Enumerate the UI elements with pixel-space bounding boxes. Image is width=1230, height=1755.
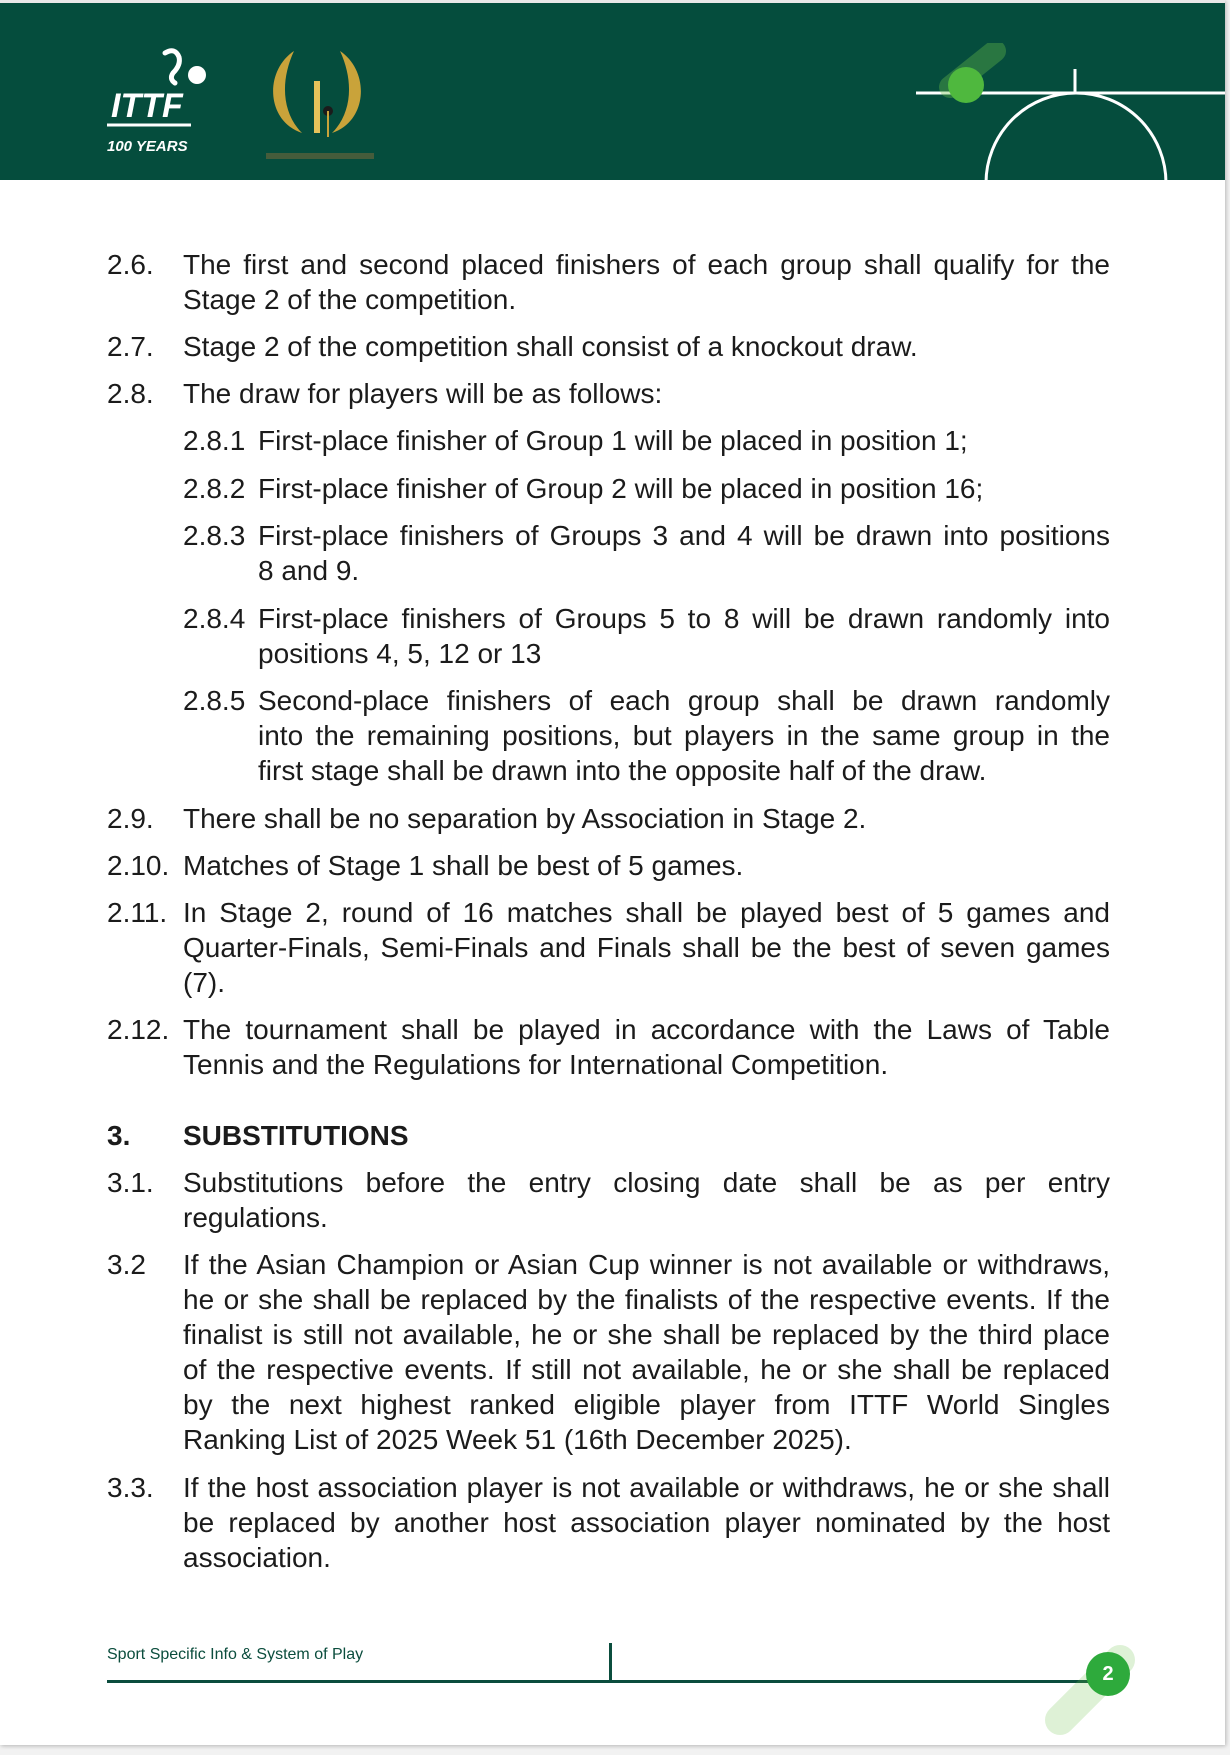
clause-text-line: Matches of Stage 1 shall be best of 5 games. bbox=[183, 850, 744, 881]
clause-text-line: Stage 2 of the competition shall consist of a knockout draw. bbox=[183, 331, 918, 362]
clause-text-line: First-place finishers of Groups 3 and 4 will be drawn into positions bbox=[258, 520, 1110, 551]
clause-number: 2.11. bbox=[107, 897, 168, 928]
clause-number: 2.10. bbox=[107, 850, 170, 881]
clause-text-line: he or she shall be replaced by the finalists of the respective events. If the bbox=[183, 1284, 1110, 1315]
clause-text-line: Stage 2 of the competition. bbox=[183, 284, 517, 315]
clause-number: 2.8.4 bbox=[183, 603, 246, 634]
clause-text-line: If the Asian Champion or Asian Cup winner is not available or withdraws, bbox=[183, 1249, 1110, 1280]
clause-text-line: association. bbox=[183, 1542, 331, 1573]
clause-text-line: Quarter-Finals, Semi-Finals and Finals shall be the best of seven games bbox=[183, 932, 1110, 963]
clause-text-line: of the respective events. If still not available, he or she shall be replaced bbox=[183, 1354, 1110, 1385]
clause-number: 3.3. bbox=[107, 1472, 154, 1503]
clause-text-line: First-place finisher of Group 2 will be placed in position 16; bbox=[258, 473, 984, 504]
clause-text-line: regulations. bbox=[183, 1202, 328, 1233]
clause-number: 2.6. bbox=[107, 249, 154, 280]
section-heading: SUBSTITUTIONS bbox=[183, 1120, 409, 1151]
clause-text-line: by the next highest ranked eligible player from ITTF World Singles bbox=[183, 1389, 1110, 1420]
clause-text-line: Second-place finishers of each group shall be drawn randomly bbox=[258, 685, 1110, 716]
clause-text-line: First-place finishers of Groups 5 to 8 will be drawn randomly into bbox=[258, 603, 1110, 634]
clause-text-line: first stage shall be drawn into the opposite half of the draw. bbox=[258, 755, 987, 786]
clause-number: 2.8.3 bbox=[183, 520, 246, 551]
clause-number: 2.7. bbox=[107, 331, 154, 362]
clause-text-line: positions 4, 5, 12 or 13 bbox=[258, 638, 542, 669]
clause-number: 2.8.5 bbox=[183, 685, 246, 716]
footer-rule bbox=[107, 1680, 1092, 1683]
clause-number: 2.8.2 bbox=[183, 473, 246, 504]
clause-text-line: In Stage 2, round of 16 matches shall be played best of 5 games and bbox=[183, 897, 1110, 928]
clause-text-line: The first and second placed finishers of each group shall qualify for the bbox=[183, 249, 1110, 280]
clause-number: 3.1. bbox=[107, 1167, 154, 1198]
clause-text-line: There shall be no separation by Association in Stage 2. bbox=[183, 803, 867, 834]
clause-text-line: Ranking List of 2025 Week 51 (16th December 2025). bbox=[183, 1424, 852, 1455]
clause-text-line: Tennis and the Regulations for International Competition. bbox=[183, 1049, 889, 1080]
clause-text-line: into the remaining positions, but players in the same group in the bbox=[258, 720, 1110, 751]
ittf-logo-text: ITTF bbox=[111, 87, 183, 125]
ittf-years-text: 100 YEARS bbox=[107, 138, 188, 155]
clause-text-line: First-place finisher of Group 1 will be placed in position 1; bbox=[258, 425, 968, 456]
clause-text-line: (7). bbox=[183, 967, 225, 998]
clause-number: 3. bbox=[107, 1120, 131, 1151]
page-number-badge: 2 bbox=[1086, 1652, 1130, 1696]
clause-text-line: Substitutions before the entry closing date shall be as per entry bbox=[183, 1167, 1110, 1198]
clause-number: 3.2 bbox=[107, 1249, 146, 1280]
clause-number: 2.9. bbox=[107, 803, 154, 834]
clause-number: 2.12. bbox=[107, 1014, 170, 1045]
clause-text-line: 8 and 9. bbox=[258, 555, 360, 586]
clause-number: 2.8. bbox=[107, 378, 154, 409]
clause-number: 2.8.1 bbox=[183, 425, 246, 456]
footer-label: Sport Specific Info & System of Play bbox=[107, 1646, 364, 1663]
clause-text-line: The draw for players will be as follows: bbox=[183, 378, 663, 409]
footer-divider-tick bbox=[609, 1643, 612, 1683]
clause-text-line: The tournament shall be played in accordance with the Laws of Table bbox=[183, 1014, 1110, 1045]
clause-text-line: finalist is still not available, he or she shall be replaced by the third place bbox=[183, 1319, 1110, 1350]
clause-text-line: If the host association player is not available or withdraws, he or she shall bbox=[183, 1472, 1110, 1503]
clause-text-line: be replaced by another host association player nominated by the host bbox=[183, 1507, 1110, 1538]
